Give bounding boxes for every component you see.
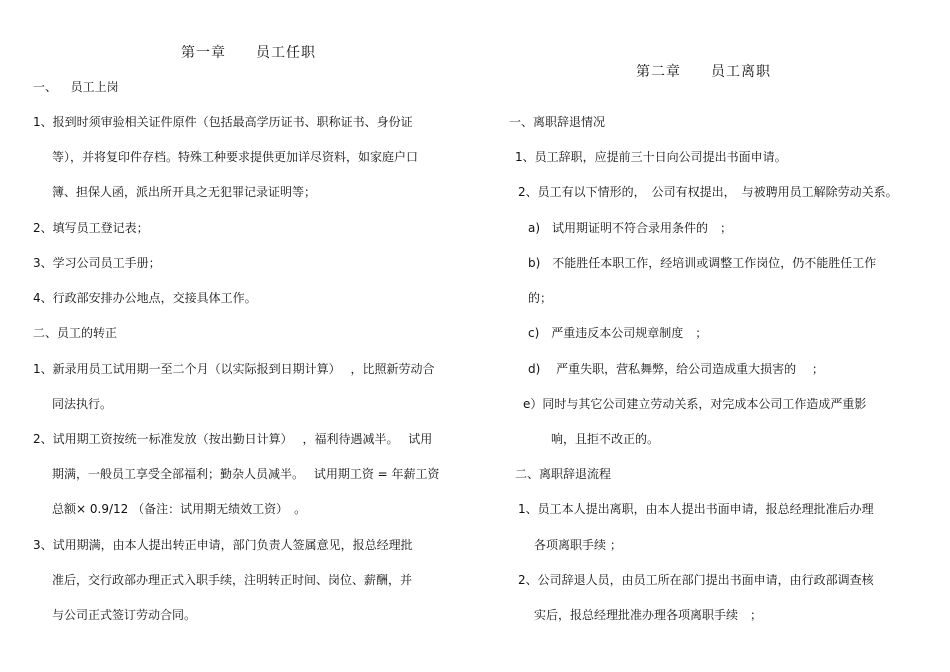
- section-heading: 二、员工的转正: [33, 326, 118, 340]
- paragraph-line: 2、员工有以下情形的， 公司有权提出， 与被聘用员工解除劳动关系。: [518, 185, 898, 199]
- paragraph-line: 2、公司辞退人员，由员工所在部门提出书面申请，由行政部调查核: [518, 573, 874, 587]
- list-item-continuation: 的；: [528, 291, 553, 305]
- paragraph-line: 簿、担保人函，派出所开具之无犯罪记录证明等；: [52, 185, 317, 199]
- chapter-2-title: 第二章 员工离职: [636, 64, 771, 80]
- paragraph-line: 各项离职手续 ；: [534, 538, 622, 552]
- chapter-1-title: 第一章 员工任职: [181, 45, 316, 61]
- paragraph-line: 与公司正式签订劳动合同。: [52, 608, 197, 622]
- paragraph-line: 等），并将复印件存档。特殊工种要求提供更加详尽资料，如家庭户口: [52, 150, 419, 164]
- paragraph-line: 期满，一般员工享受全部福利；勤杂人员减半。 试用期工资 = 年薪工资: [52, 467, 440, 481]
- paragraph-line: 1、报到时须审验相关证件原件（包括最高学历证书、职称证书、身份证: [33, 115, 413, 129]
- section-heading: 二、离职辞退流程: [515, 467, 612, 481]
- paragraph-line: 1、员工辞职，应提前三十日向公司提出书面申请。: [515, 150, 787, 164]
- paragraph-line: 1、员工本人提出离职，由本人提出书面申请，报总经理批准后办理: [518, 502, 874, 516]
- list-item: c) 严重违反本公司规章制度 ；: [528, 326, 708, 340]
- paragraph-line: 3、试用期满，由本人提出转正申请，部门负责人签属意见，报总经理批: [33, 538, 413, 552]
- list-item-continuation: 响，且拒不改正的。: [551, 432, 660, 446]
- paragraph-line: 2、试用期工资按统一标准发放（按出勤日计算） ，福利待遇减半。 试用: [33, 432, 433, 446]
- list-item: b) 不能胜任本职工作，经培训或调整工作岗位，仍不能胜任工作: [528, 256, 877, 270]
- paragraph-line: 3、学习公司员工手册；: [33, 256, 161, 270]
- paragraph-line: 同法执行。: [52, 397, 113, 411]
- section-heading: 一、 员工上岗: [33, 80, 119, 94]
- paragraph-line: 总额× 0.9/12 （备注：试用期无绩效工资） 。: [52, 502, 307, 516]
- list-item: a) 试用期证明不符合录用条件的 ；: [528, 221, 733, 235]
- list-item: e）同时与其它公司建立劳动关系，对完成本公司工作造成严重影: [523, 397, 867, 411]
- list-item: d) 严重失职，营私舞弊，给公司造成重大损害的 ；: [528, 362, 824, 376]
- paragraph-line: 2、填写员工登记表；: [33, 221, 149, 235]
- paragraph-line: 1、新录用员工试用期一至二个月（以实际报到日期计算） ，比照新劳动合: [33, 362, 435, 376]
- section-heading: 一、离职辞退情况: [509, 115, 606, 129]
- paragraph-line: 4、行政部安排办公地点，交接具体工作。: [33, 291, 257, 305]
- paragraph-line: 准后，交行政部办理正式入职手续，注明转正时间、岗位、薪酬，并: [52, 573, 413, 587]
- paragraph-line: 实后，报总经理批准办理各项离职手续 ；: [534, 608, 763, 622]
